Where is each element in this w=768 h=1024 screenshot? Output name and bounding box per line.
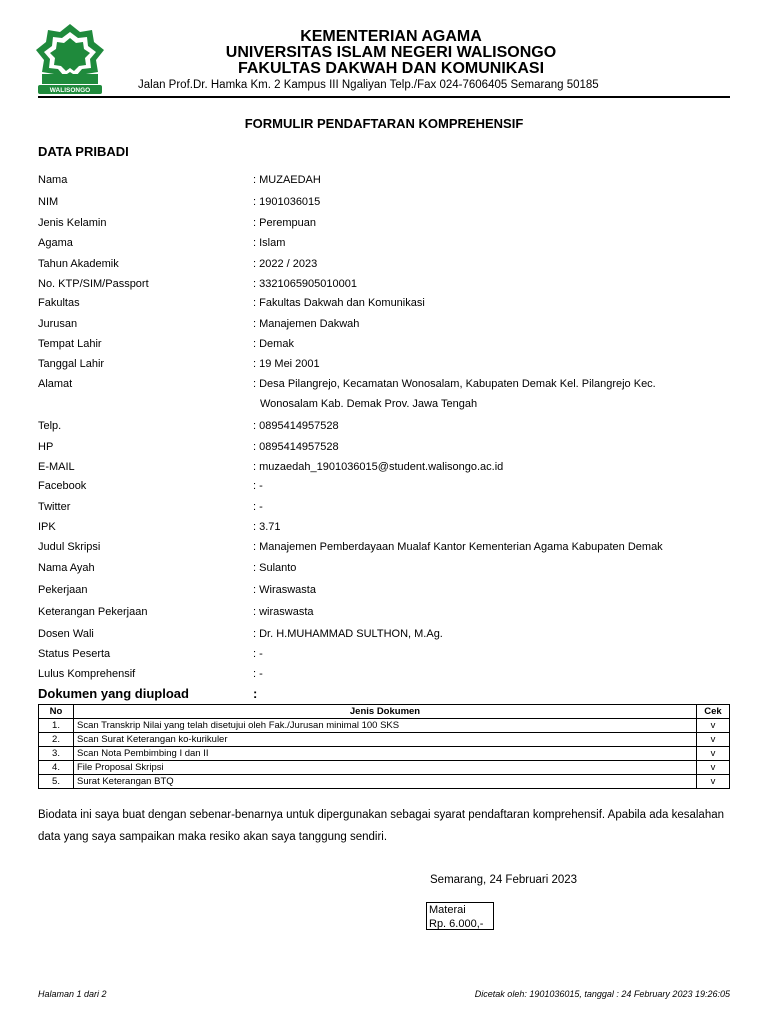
row-jenis: Surat Keterangan BTQ <box>74 775 697 789</box>
row-cek: v <box>697 775 730 789</box>
header-university: UNIVERSITAS ISLAM NEGERI WALISONGO <box>225 44 557 61</box>
place-date: Semarang, 24 Februari 2023 <box>430 874 578 886</box>
field-value-fakultas: : Fakultas Dakwah dan Komunikasi <box>253 297 425 309</box>
field-label-nama: Nama <box>38 174 68 186</box>
field-value-pekerjaan: : Wiraswasta <box>253 584 316 596</box>
field-label-facebook: Facebook <box>38 480 87 492</box>
row-no: 1. <box>39 719 74 733</box>
field-label-status-peserta: Status Peserta <box>38 648 111 660</box>
form-title: FORMULIR PENDAFTARAN KOMPREHENSIF <box>244 116 524 131</box>
field-label-dosen-wali: Dosen Wali <box>38 628 94 640</box>
field-label-judul-skripsi: Judul Skripsi <box>38 541 101 553</box>
materai-amount: Rp. 6.000,- <box>429 918 484 930</box>
field-value-agama: : Islam <box>253 237 286 249</box>
header-divider <box>38 96 730 98</box>
row-cek: v <box>697 747 730 761</box>
table-row <box>39 733 730 747</box>
row-jenis: Scan Surat Keterangan ko-kurikuler <box>74 733 697 747</box>
field-value-lulus-komprehensif: : - <box>253 668 263 680</box>
field-value-alamat: : Desa Pilangrejo, Kecamatan Wonosalam, Kabupaten Demak Kel. Pilangrejo Kec. <box>253 378 656 390</box>
logo-text: WALISONGO <box>49 87 91 94</box>
field-value-tahun-akademik: : 2022 / 2023 <box>253 258 318 270</box>
field-label-nama-ayah: Nama Ayah <box>38 562 95 574</box>
field-value-telp: : 0895414957528 <box>253 420 339 432</box>
field-label-lulus-komprehensif: Lulus Komprehensif <box>38 668 136 680</box>
field-value-tanggal-lahir: : 19 Mei 2001 <box>253 358 320 370</box>
row-no: 5. <box>39 775 74 789</box>
materai-label: Materai <box>429 904 466 916</box>
field-value-email: : muzaedah_1901036015@student.walisongo.ac.id <box>253 461 504 473</box>
header-faculty: FAKULTAS DAKWAH DAN KOMUNIKASI <box>237 60 545 77</box>
field-value-twitter: : - <box>253 501 263 513</box>
section-title: DATA PRIBADI <box>38 144 129 159</box>
field-value-hp: : 0895414957528 <box>253 441 339 453</box>
field-value-tempat-lahir: : Demak <box>253 338 294 350</box>
row-no: 4. <box>39 761 74 775</box>
documents-title: Dokumen yang diupload <box>38 686 189 701</box>
field-value-jenis-kelamin: : Perempuan <box>253 217 316 229</box>
documents-colon: : <box>253 686 258 701</box>
col-header-cek: Cek <box>697 705 730 719</box>
row-jenis: File Proposal Skripsi <box>74 761 697 775</box>
field-value-ipk: : 3.71 <box>253 521 281 533</box>
field-label-tahun-akademik: Tahun Akademik <box>38 258 119 270</box>
field-value-nama: : MUZAEDAH <box>253 174 321 186</box>
field-value-nama-ayah: : Sulanto <box>253 562 297 574</box>
field-label-hp: HP <box>38 441 54 453</box>
field-label-telp: Telp. <box>38 420 62 432</box>
field-label-nim: NIM <box>38 196 59 208</box>
field-label-jenis-kelamin: Jenis Kelamin <box>38 217 107 229</box>
table-row <box>39 719 730 733</box>
field-label-ipk: IPK <box>38 521 56 533</box>
row-cek: v <box>697 761 730 775</box>
documents-table <box>38 704 730 789</box>
row-no: 3. <box>39 747 74 761</box>
header-address: Jalan Prof.Dr. Hamka Km. 2 Kampus III Ngaliyan Telp./Fax 024-7606405 Semarang 50185 <box>138 79 599 91</box>
university-logo <box>34 22 106 96</box>
field-value-alamat-line2: Wonosalam Kab. Demak Prov. Jawa Tengah <box>260 398 478 410</box>
materai-box <box>426 902 494 930</box>
table-row <box>39 747 730 761</box>
field-label-tanggal-lahir: Tanggal Lahir <box>38 358 105 370</box>
field-value-keterangan-pekerjaan: : wiraswasta <box>253 606 314 618</box>
field-label-twitter: Twitter <box>38 501 71 513</box>
col-header-jenis: Jenis Dokumen <box>74 705 697 719</box>
row-jenis: Scan Nota Pembimbing I dan II <box>74 747 697 761</box>
field-label-jurusan: Jurusan <box>38 318 78 330</box>
print-info: Dicetak oleh: 1901036015, tanggal : 24 February 2023 19:26:05 <box>474 989 730 999</box>
table-header-row <box>39 705 730 719</box>
field-label-tempat-lahir: Tempat Lahir <box>38 338 102 350</box>
field-label-fakultas: Fakultas <box>38 297 80 309</box>
statement-text: Biodata ini saya buat dengan sebenar-benarnya untuk dipergunakan sebagai syarat pendaftaran komprehensif. Apabila ada kesalahan data yang saya sampaikan maka resiko akan saya tanggung sendiri. <box>38 809 725 843</box>
field-value-ktp: : 3321065905010001 <box>253 278 357 290</box>
field-value-dosen-wali: : Dr. H.MUHAMMAD SULTHON, M.Ag. <box>253 628 443 640</box>
field-value-facebook: : - <box>253 480 263 492</box>
row-jenis: Scan Transkrip Nilai yang telah disetujui oleh Fak./Jurusan minimal 100 SKS <box>74 719 697 733</box>
field-label-keterangan-pekerjaan: Keterangan Pekerjaan <box>38 606 148 618</box>
row-no: 2. <box>39 733 74 747</box>
col-header-no: No <box>39 705 74 719</box>
field-value-nim: : 1901036015 <box>253 196 321 208</box>
row-cek: v <box>697 719 730 733</box>
field-label-ktp: No. KTP/SIM/Passport <box>38 278 149 290</box>
row-cek: v <box>697 733 730 747</box>
field-label-alamat: Alamat <box>38 378 73 390</box>
table-row <box>39 761 730 775</box>
field-value-jurusan: : Manajemen Dakwah <box>253 318 360 330</box>
header-ministry: KEMENTERIAN AGAMA <box>300 28 482 45</box>
field-value-judul-skripsi: : Manajemen Pemberdayaan Mualaf Kantor Kementerian Agama Kabupaten Demak <box>253 541 663 553</box>
field-label-pekerjaan: Pekerjaan <box>38 584 88 596</box>
field-label-email: E-MAIL <box>38 461 75 473</box>
field-label-agama: Agama <box>38 237 73 249</box>
field-value-status-peserta: : - <box>253 648 263 660</box>
table-row <box>39 775 730 789</box>
page-number: Halaman 1 dari 2 <box>38 989 107 999</box>
